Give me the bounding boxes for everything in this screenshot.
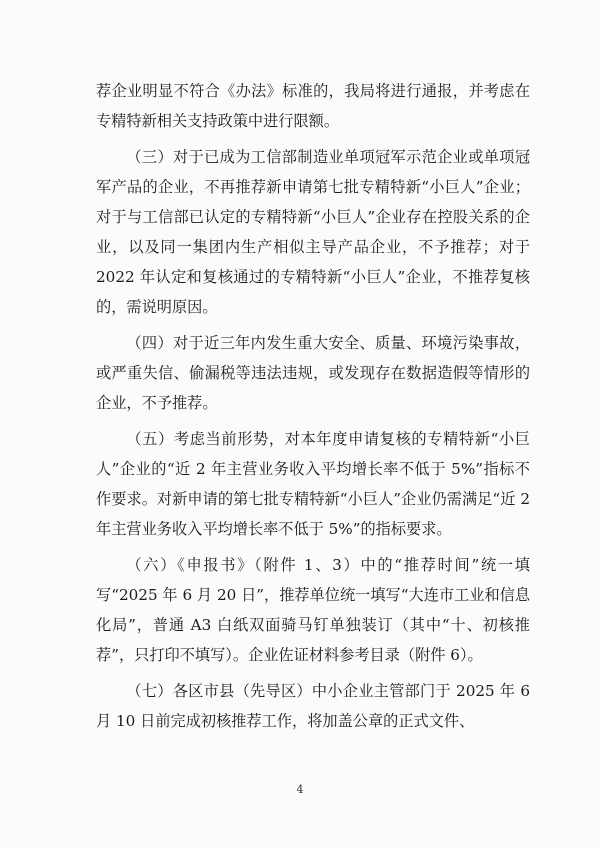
- paragraph-item-4: （四）对于近三年内发生重大安全、质量、环境污染事故，或严重失信、偷漏税等违法违规，或发现存在数据造假等情形的企业，不予推荐。: [96, 334, 530, 412]
- paragraph-item-5: （五）考虑当前形势，对本年度申请复核的专精特新“小巨人”企业的“近 2 年主营业务收入平均增长率不低于 5%”指标不作要求。对新申请的第七批专精特新“小巨人”企业仍需满足“近 2 年主营业务收入平均增长率不低于 5%”的指标要求。: [96, 430, 530, 538]
- paragraph-item-7: （七）各区市县（先导区）中小企业主管部门于 2025 年 6 月 10 日前完成初核推荐工作，将加盖公章的正式文件、: [96, 682, 530, 730]
- paragraph-item-3: （三）对于已成为工信部制造业单项冠军示范企业或单项冠军产品的企业，不再推荐新申请第七批专精特新“小巨人”企业；对于与工信部已认定的专精特新“小巨人”企业存在控股关系的企业，以及同一集团内生产相似主导产品企业，不予推荐；对于 2022 年认定和复核通过的专精特新“小巨人”企业，不推荐复核的，需说明原因。: [96, 148, 530, 316]
- page-number: 4: [296, 783, 304, 796]
- document-body: [96, 76, 530, 742]
- paragraph-continued: 荐企业明显不符合《办法》标准的，我局将进行通报，并考虑在专精特新相关支持政策中进行限额。: [96, 82, 530, 130]
- paragraph-item-6: （六）《申报书》（附件 1、3）中的“推荐时间”统一填写“2025 年 6 月 20 日”，推荐单位统一填写“大连市工业和信息化局”，普通 A3 白纸双面骑马钉单独装订（其中“十、初核推荐”，只打印不填写）。企业佐证材料参考目录（附件 6）。: [96, 556, 531, 664]
